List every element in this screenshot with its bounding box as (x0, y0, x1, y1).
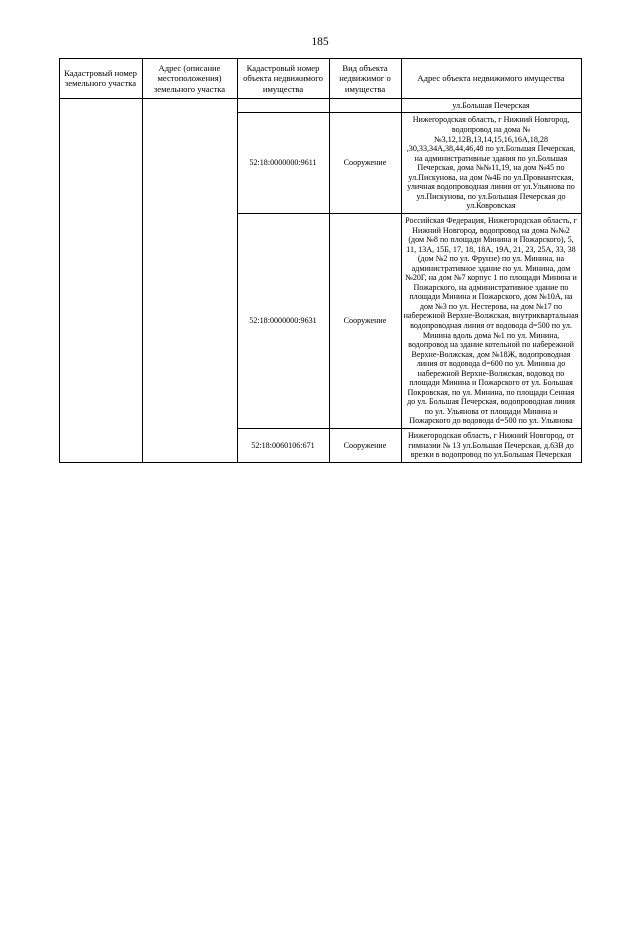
cell-object-type: Сооружение (329, 113, 401, 213)
table-header (59, 59, 581, 99)
cell-cadastral-object: 52:18:0000000:9631 (237, 213, 329, 428)
cell-object-address: ул.Большая Печерская (401, 98, 581, 113)
document-page (0, 36, 640, 941)
cell-cadastral-object: 52:18:0000000:9611 (237, 113, 329, 213)
cell-object-address: Российская Федерация, Нижегородская область, г Нижний Новгород, водопровод на дома №№2 (дом №8 по площади Минина и Пожарского), 5, 11, 13А, 15Б, 17, 18, 18А, 19А, 21, 23, 25А, 33, 38 (дом №2 по ул. Фрунзе) по ул. Минина, на административное здание по ул. Минина, дом №20Г, на дом №7 корпус 1 по площади Минина и Пожарского, на административное здание по площади Минина и Пожарского, дом №10А, на дом №3 по ул. Нестерова, на дом №17 по набережной Верхне-Волжская, внутриквартальная водопроводная линия от водовода d=500 по ул. Минина вдоль дома №1 по ул. Минина, водопровод на здание котельной по набережной Верхне-Волжская, дом №18Ж, водопроводная линия от водовода d=600 по ул. Минина до набережной Верхне-Волжская, водовод по площади Минина и Пожарского от ул. Большая Покровская, по ул. Минина, по площади Сенная до ул. Большая Печерская, водопроводная линия по ул. Ульянова от площади Минина и Пожарского до водовода d=500 по ул. Ульянова (401, 213, 581, 428)
cell-object-address: Нижегородская область, г Нижний Новгород, от гимназии № 13 ул.Большая Печерская, д.63В до врезки в водопровод по ул.Большая Печерская (401, 428, 581, 462)
cell-object-type: Сооружение (329, 213, 401, 428)
header-land-address: Адрес (описание местоположения) земельного участка (142, 59, 237, 99)
cell-land-address (142, 98, 237, 462)
cell-cadastral-object (237, 98, 329, 113)
header-cadastral-land: Кадастровый номер земельного участка (59, 59, 142, 99)
header-cadastral-object: Кадастровый номер объекта недвижимого имущества (237, 59, 329, 99)
cell-object-type: Сооружение (329, 428, 401, 462)
cell-cadastral-object: 52:18:0060106:671 (237, 428, 329, 462)
cell-object-address: Нижегородская область, г Нижний Новгород, водопровод на дома №№3,12,12В,13,14,15,16,16А,18,28 ,30,33,34А,38,44,46,48 по ул.Большая Печерская, на административные здания по ул.Большая Печерская, дома №№11,19, на дом №45 по ул.Пискунова, на дом №4Б по ул.Провиантская, уличная водопроводная линия от ул.Ульянова по ул.Пискунова, по ул.Большая Печерская до ул.Ковровская (401, 113, 581, 213)
cell-cadastral-land (59, 98, 142, 462)
table-header-row (59, 59, 581, 99)
table-row (59, 98, 581, 113)
header-object-type: Вид объекта недвижимог о имущества (329, 59, 401, 99)
table-body (59, 98, 581, 462)
header-object-address: Адрес объекта недвижимого имущества (401, 59, 581, 99)
property-table (59, 58, 582, 463)
page-number: 185 (311, 36, 329, 48)
cell-object-type (329, 98, 401, 113)
